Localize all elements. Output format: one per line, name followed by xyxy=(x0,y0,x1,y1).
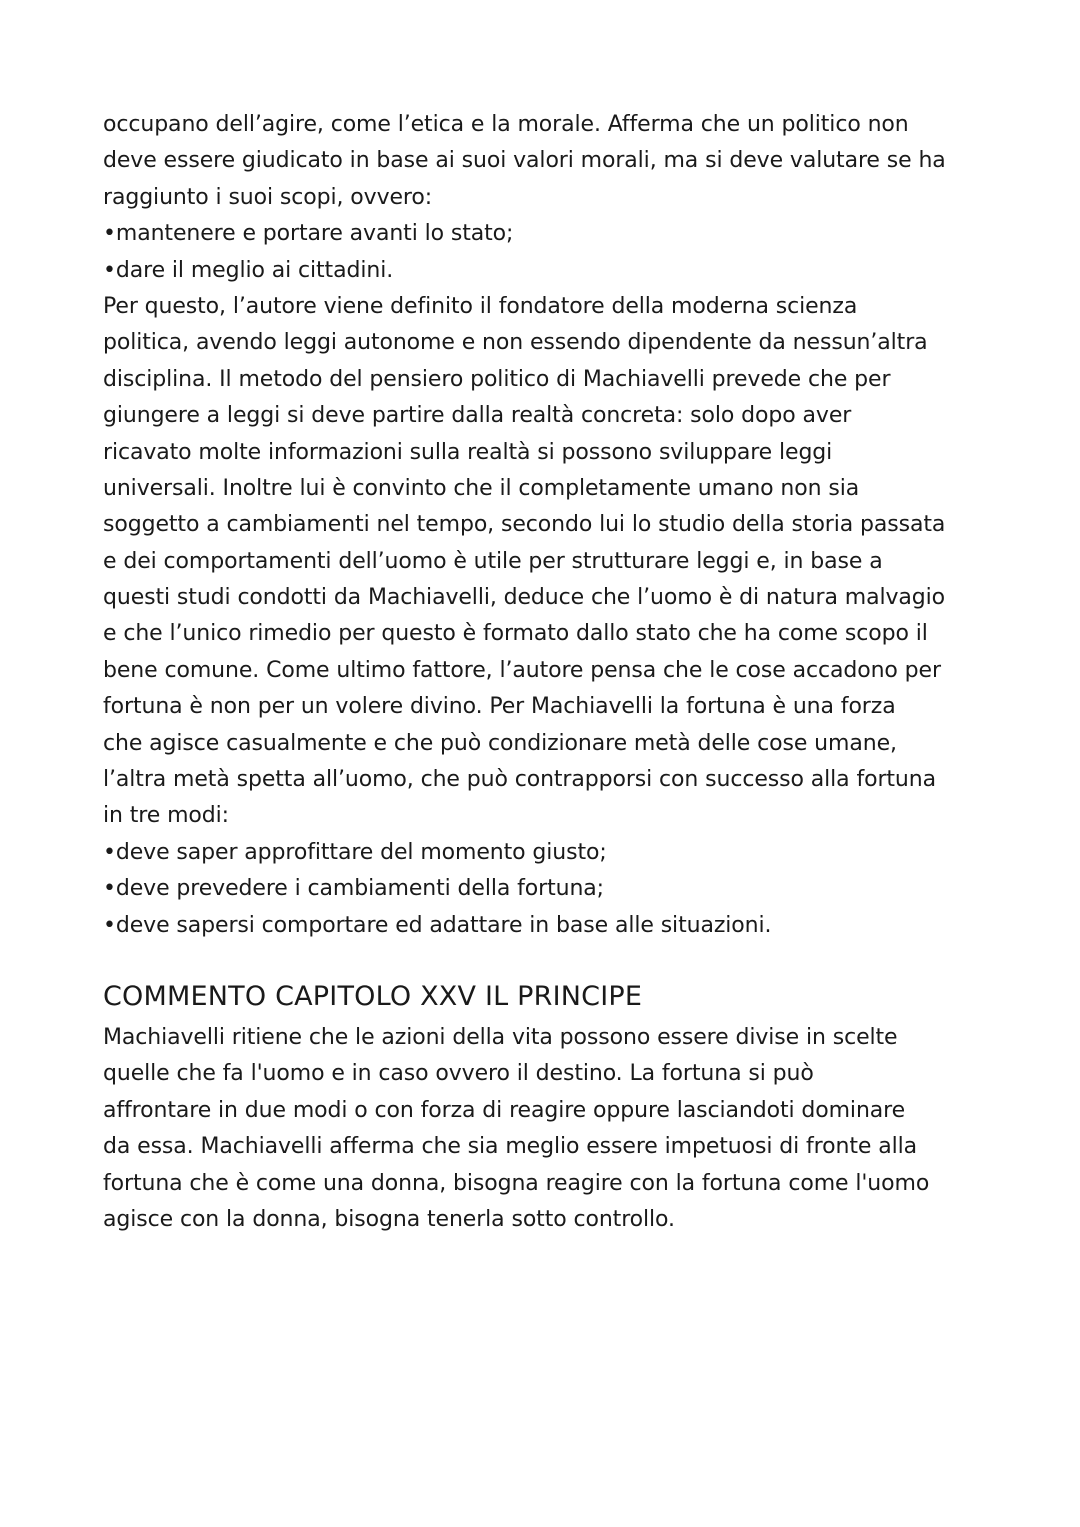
text-line: Per questo, l’autore viene definito il fondatore della moderna scienza xyxy=(103,293,858,319)
text-line: ricavato molte informazioni sulla realtà si possono sviluppare leggi xyxy=(103,439,833,465)
text-line: in tre modi: xyxy=(103,803,229,829)
text-line: questi studi condotti da Machiavelli, deduce che l’uomo è di natura malvagio xyxy=(103,585,946,611)
text-line: soggetto a cambiamenti nel tempo, secondo lui lo studio della storia passata xyxy=(103,512,946,538)
bullet-item: •deve saper approfittare del momento giusto; xyxy=(103,839,607,865)
text-line: Machiavelli ritiene che le azioni della vita possono essere divise in scelte xyxy=(103,1025,898,1050)
body-text-section xyxy=(103,107,1003,944)
commentary-body xyxy=(103,1020,1003,1238)
text-line: bene comune. Come ultimo fattore, l’autore pensa che le cose accadono per xyxy=(103,657,941,683)
text-line: affrontare in due modi o con forza di reagire oppure lasciandoti dominare xyxy=(103,1097,906,1123)
text-line: e dei comportamenti dell’uomo è utile per strutturare leggi e, in base a xyxy=(103,548,883,574)
text-line: che agisce casualmente e che può condizionare metà delle cose umane, xyxy=(103,730,897,756)
text-line: universali. Inoltre lui è convinto che il completamente umano non sia xyxy=(103,475,860,501)
bullet-item: •mantenere e portare avanti lo stato; xyxy=(103,221,514,247)
text-line: occupano dell’agire, come l’etica e la morale. Afferma che un politico non xyxy=(103,112,909,137)
text-line: giungere a leggi si deve partire dalla realtà concreta: solo dopo aver xyxy=(103,403,852,429)
commentary-section xyxy=(103,979,1003,1015)
text-line: deve essere giudicato in base ai suoi valori morali, ma si deve valutare se ha xyxy=(103,148,946,174)
bullet-item: •deve prevedere i cambiamenti della fortuna; xyxy=(103,876,604,902)
section-heading: COMMENTO CAPITOLO XXV IL PRINCIPE xyxy=(103,981,643,1012)
text-line: da essa. Machiavelli afferma che sia meglio essere impetuosi di fronte alla xyxy=(103,1134,917,1160)
text-line: disciplina. Il metodo del pensiero politico di Machiavelli prevede che per xyxy=(103,366,891,392)
text-line: fortuna è non per un volere divino. Per Machiavelli la fortuna è una forza xyxy=(103,694,896,720)
text-line: fortuna che è come una donna, bisogna reagire con la fortuna come l'uomo xyxy=(103,1170,930,1196)
text-line: agisce con la donna, bisogna tenerla sotto controllo. xyxy=(103,1206,675,1232)
text-line: e che l’unico rimedio per questo è formato dallo stato che ha come scopo il xyxy=(103,621,928,647)
text-line: politica, avendo leggi autonome e non essendo dipendente da nessun’altra xyxy=(103,330,928,356)
text-line: l’altra metà spetta all’uomo, che può contrapporsi con successo alla fortuna xyxy=(103,767,936,793)
bullet-item: •deve sapersi comportare ed adattare in base alle situazioni. xyxy=(103,912,772,938)
bullet-item: •dare il meglio ai cittadini. xyxy=(103,257,394,283)
text-line: quelle che fa l'uomo e in caso ovvero il destino. La fortuna si può xyxy=(103,1061,814,1087)
text-line: raggiunto i suoi scopi, ovvero: xyxy=(103,184,433,210)
